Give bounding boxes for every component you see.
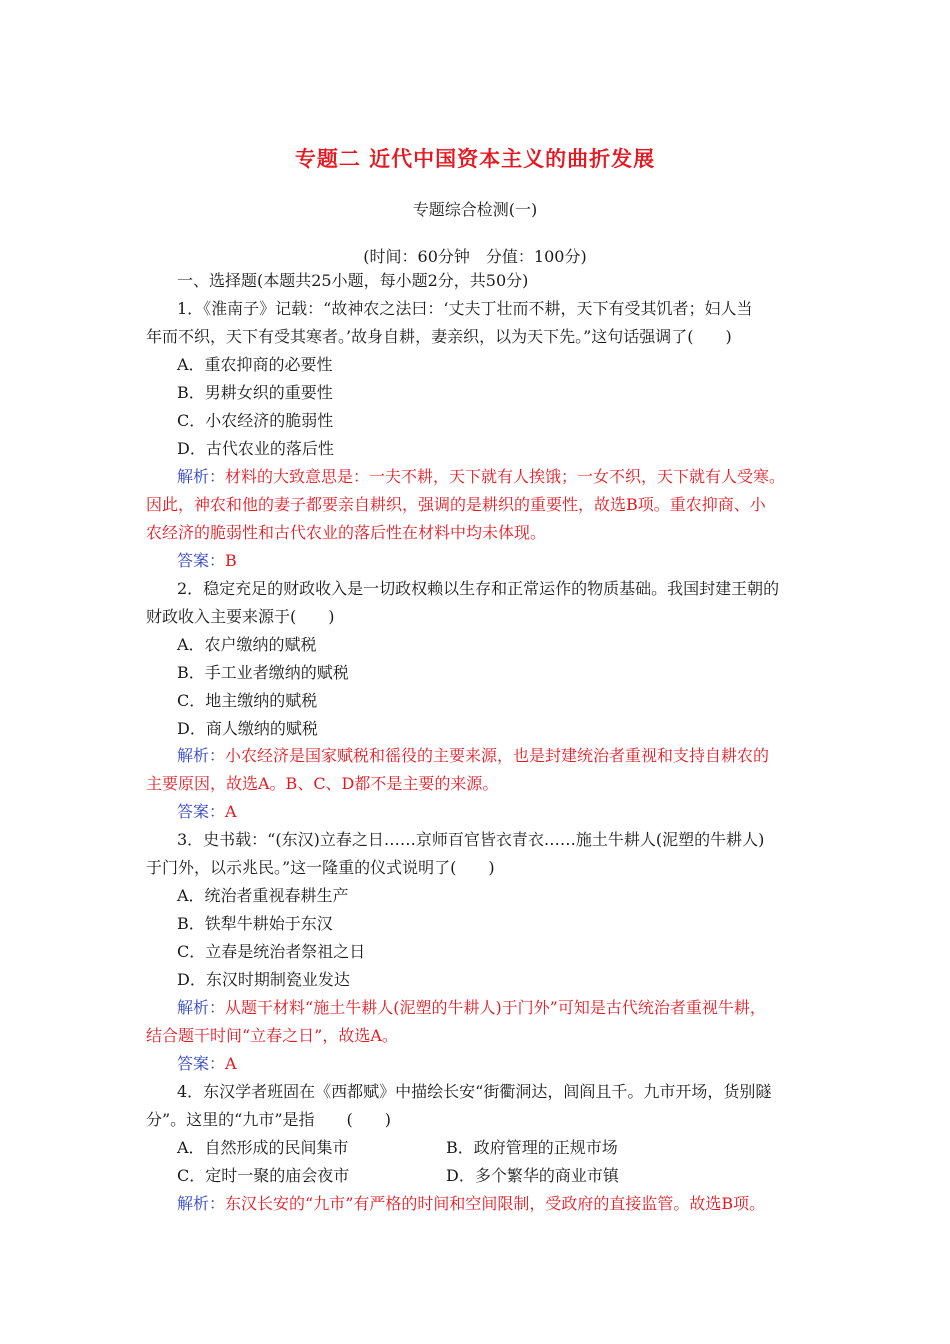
q4-option-a: A．自然形成的民间集市 [177,1138,349,1157]
q2-analysis-label: 解析： [177,746,226,765]
q2-stem-line1: 2．稳定充足的财政收入是一切政权赖以生存和正常运作的物质基础。我国封建王朝的 [177,579,780,598]
q4-stem-line1: 4．东汉学者班固在《西都赋》中描绘长安“街衢洞达，闾阎且千。九市开场，货别隧 [177,1082,772,1101]
q3-stem-line2: 于门外，以示兆民。”这一隆重的仪式说明了( ) [146,858,495,877]
q2-answer-label: 答案： [177,802,226,821]
q3-analysis-label: 解析： [177,998,226,1017]
q1-stem-line1: 1．《淮南子》记载：“故神农之法曰：‘丈夫丁壮而不耕，天下有受其饥者；妇人当 [177,299,753,318]
page-subtitle: 专题综合检测(一) [412,200,538,219]
q3-option-a: A．统治者重视春耕生产 [177,886,349,905]
q4-analysis-line1 [177,1194,765,1214]
q3-option-d: D．东汉时期制瓷业发达 [177,970,350,989]
q3-answer-value: A [225,1054,237,1073]
q2-stem-line2: 财政收入主要来源于( ) [146,607,335,626]
q1-option-c: C．小农经济的脆弱性 [177,411,334,430]
page-title: 专题二 近代中国资本主义的曲折发展 [294,147,656,171]
q2-option-b: B．手工业者缴纳的赋税 [177,663,349,682]
q1-option-d: D．古代农业的落后性 [177,439,334,458]
q1-analysis-text: 材料的大致意思是：一夫不耕，天下就有人挨饿；一女不织，天下就有人受寒。 [225,467,786,486]
q3-answer [177,1054,237,1074]
q1-analysis-line1 [177,467,785,487]
q1-option-b: B．男耕女织的重要性 [177,383,333,402]
q3-analysis-line1 [177,998,766,1018]
q2-analysis-text: 小农经济是国家赋税和徭役的主要来源，也是封建统治者重视和支持自耕农的 [225,746,770,765]
q4-option-d: D．多个繁华的商业市镇 [446,1166,619,1185]
q4-analysis-label: 解析： [177,1194,226,1213]
q4-analysis-text: 东汉长安的“九市”有严格的时间和空间限制，受政府的直接监管。故选B项。 [225,1194,766,1213]
q3-analysis-line2: 结合题干时间“立春之日”，故选A。 [146,1026,398,1045]
q2-analysis-line2: 主要原因，故选A。B、C、D都不是主要的来源。 [146,774,499,793]
exam-meta: (时间：60分钟 分值：100分) [363,247,587,266]
q3-option-c: C．立春是统治者祭祖之日 [177,942,366,961]
section-heading: 一、选择题(本题共25小题，每小题2分，共50分) [177,271,529,290]
q3-analysis-text: 从题干材料“施土牛耕人(泥塑的牛耕人)于门外”可知是古代统治者重视牛耕， [225,998,766,1017]
q1-analysis-line2: 因此，神农和他的妻子都要亲自耕织，强调的是耕织的重要性，故选B项。重农抑商、小 [146,495,766,514]
q1-analysis-line3: 农经济的脆弱性和古代农业的落后性在材料中均未体现。 [146,523,547,542]
q3-option-b: B．铁犁牛耕始于东汉 [177,914,333,933]
q2-analysis-line1 [177,746,769,766]
q2-answer-value: A [225,802,237,821]
q2-answer [177,802,237,822]
q3-answer-label: 答案： [177,1054,226,1073]
q1-option-a: A．重农抑商的必要性 [177,355,333,374]
q4-option-b: B．政府管理的正规市场 [446,1138,618,1157]
q3-stem-line1: 3．史书载：“(东汉)立春之日……京师百官皆衣青衣……施土牛耕人(泥塑的牛耕人) [177,830,765,849]
q2-option-d: D．商人缴纳的赋税 [177,719,318,738]
q2-option-c: C．地主缴纳的赋税 [177,691,318,710]
q1-stem-line2: 年而不织，天下有受其寒者。’故身自耕，妻亲织，以为天下先。”这句话强调了( ) [146,327,732,346]
q4-option-c: C．定时一聚的庙会夜市 [177,1166,350,1185]
q2-option-a: A．农户缴纳的赋税 [177,635,317,654]
q1-analysis-label: 解析： [177,467,226,486]
q1-answer-label: 答案： [177,551,226,570]
q4-stem-line2: 分”。这里的“九市”是指 ( ) [146,1110,392,1129]
q1-answer-value: B [225,551,237,570]
q1-answer [177,551,237,571]
